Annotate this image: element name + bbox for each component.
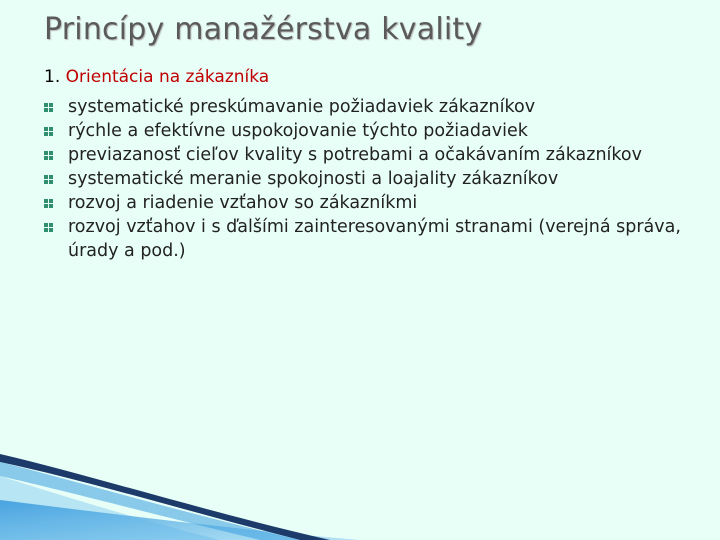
corner-swoosh-decoration [0,440,360,540]
square-dots-bullet-icon [44,223,53,232]
list-item-text: rozvoj vzťahov i s ďalšími zainteresovanými stranami (verejná správa, úrady a pod.) [68,217,681,261]
list-item [44,143,684,167]
list-item [44,215,684,263]
section-title: Orientácia na zákazníka [65,67,270,87]
list-item [44,95,684,119]
bullet-list [44,95,684,263]
list-item-text: previazanosť cieľov kvality s potrebami a očakávaním zákazníkov [68,145,642,165]
square-dots-bullet-icon [44,199,53,208]
list-item-text: systematické meranie spokojnosti a loajality zákazníkov [68,169,559,189]
square-dots-bullet-icon [44,175,53,184]
square-dots-bullet-icon [44,151,53,160]
list-item [44,167,684,191]
slide-title: Princípy manažérstva kvality [44,12,483,47]
list-item-text: rozvoj a riadenie vzťahov so zákazníkmi [68,193,418,213]
square-dots-bullet-icon [44,127,53,136]
list-item [44,119,684,143]
list-item [44,191,684,215]
list-item-text: rýchle a efektívne uspokojovanie týchto požiadaviek [68,121,528,141]
list-item-text: systematické preskúmavanie požiadaviek zákazníkov [68,97,536,117]
section-heading [44,67,269,87]
section-number: 1. [44,67,61,87]
square-dots-bullet-icon [44,103,53,112]
